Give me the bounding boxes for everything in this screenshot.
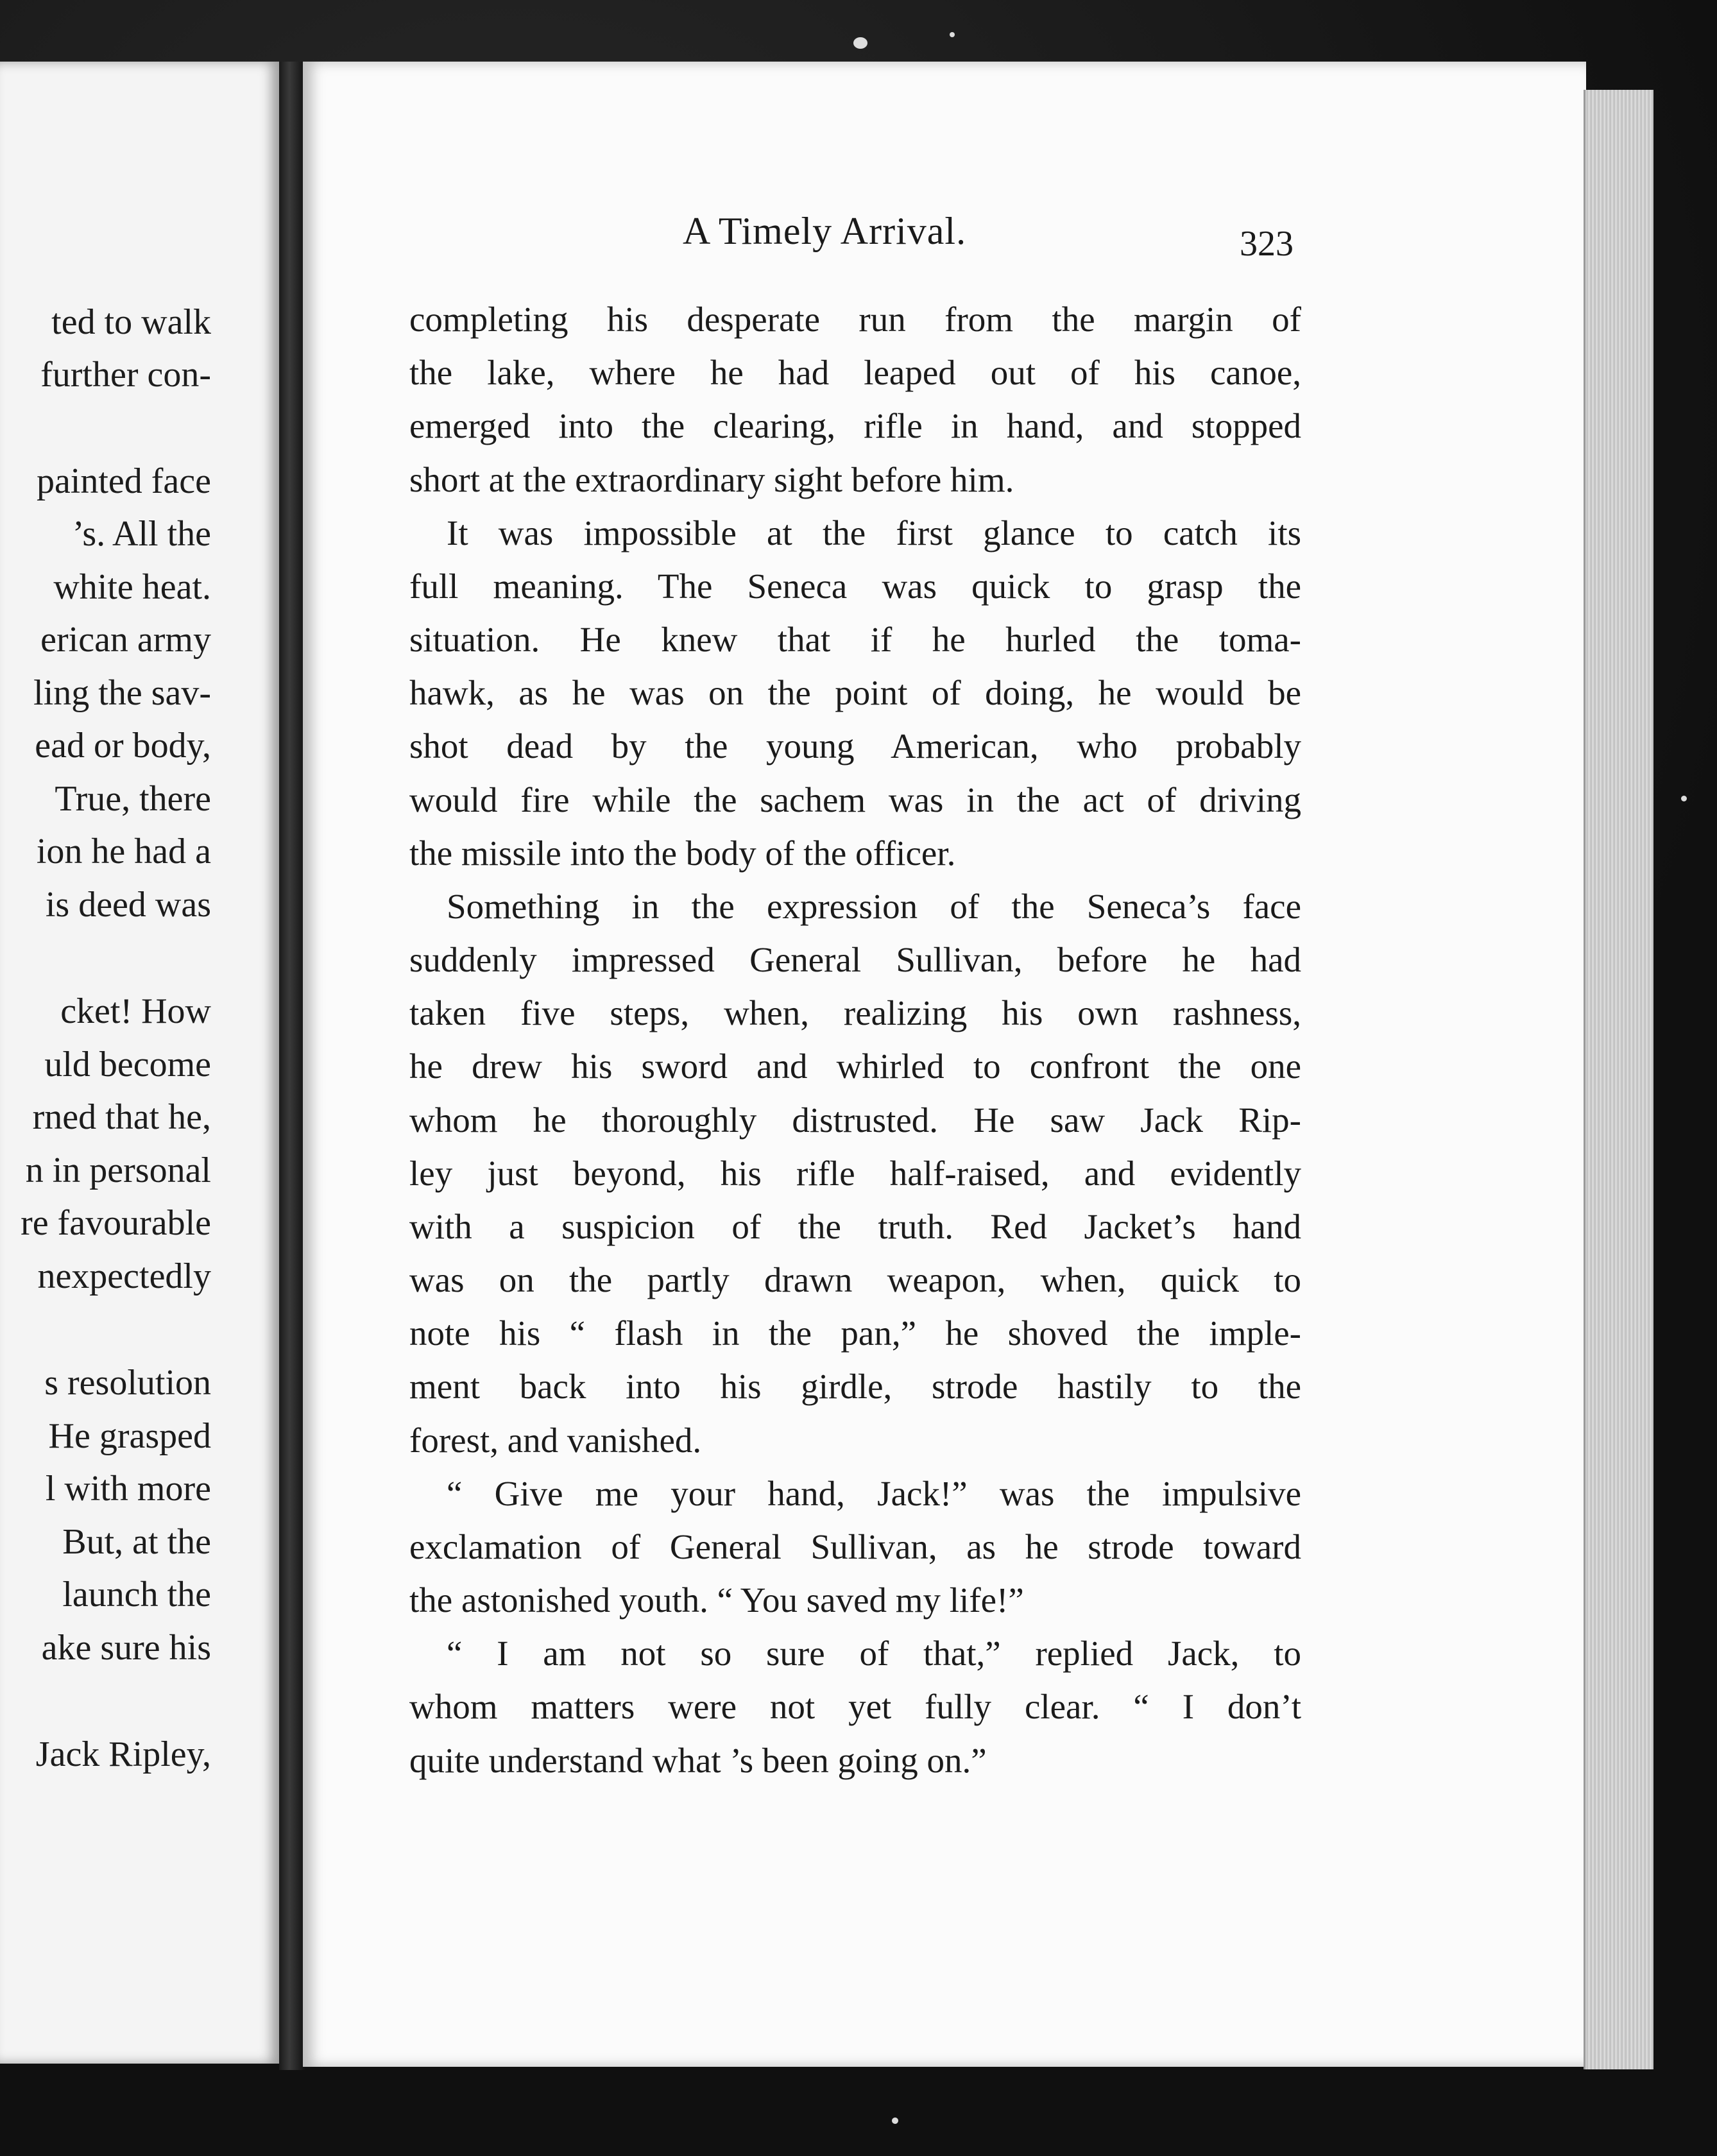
dust-speck xyxy=(1681,796,1687,801)
text-line: situation. He knew that if he hurled the toma- xyxy=(409,620,1301,659)
text-line: completing his desperate run from the margin of xyxy=(409,300,1301,339)
text-line: was on the partly drawn weapon, when, quick to xyxy=(409,1260,1301,1299)
left-page-line: nexpectedly xyxy=(37,1256,211,1296)
text-line: emerged into the clearing, rifle in hand, and stopped xyxy=(409,406,1301,445)
left-page-line: Jack Ripley, xyxy=(35,1734,211,1774)
left-page-line: ion he had a xyxy=(36,832,211,871)
text-line: ment back into his girdle, strode hastily to the xyxy=(409,1367,1301,1406)
left-page-line: further con- xyxy=(40,355,211,395)
text-line: quite understand what ’s been going on.” xyxy=(409,1741,987,1780)
text-line: the missile into the body of the officer. xyxy=(409,834,956,873)
facing-page-left xyxy=(0,62,279,2064)
text-line: shot dead by the young American, who probably xyxy=(409,726,1301,766)
left-page-line: He grasped xyxy=(48,1416,211,1456)
text-line: hawk, as he was on the point of doing, he would be xyxy=(409,673,1301,712)
text-line: Something in the expression of the Seneca’s face xyxy=(447,887,1301,926)
left-page-line: erican army xyxy=(40,620,211,660)
text-line: he drew his sword and whirled to confront the one xyxy=(409,1047,1301,1086)
left-page-line: n in personal xyxy=(25,1151,211,1190)
text-line: It was impossible at the first glance to catch its xyxy=(447,513,1301,552)
left-page-line: ake sure his xyxy=(41,1628,211,1668)
left-page-line: uld become xyxy=(44,1045,211,1084)
text-line: taken five steps, when, realizing his own rashness, xyxy=(409,993,1301,1032)
left-page-line: s resolution xyxy=(44,1363,211,1403)
text-line: “ I am not so sure of that,” replied Jack, to xyxy=(447,1634,1301,1673)
left-page-line: painted face xyxy=(36,461,211,501)
dust-speck xyxy=(892,2118,898,2124)
left-page-line: l with more xyxy=(45,1469,211,1509)
text-line: forest, and vanished. xyxy=(409,1421,702,1460)
text-line: exclamation of General Sullivan, as he strode toward xyxy=(409,1527,1301,1566)
text-line: the astonished youth. “ You saved my life!” xyxy=(409,1580,1024,1620)
left-page-line: is deed was xyxy=(45,885,211,925)
left-page-line: ’s. All the xyxy=(72,514,211,554)
page-number: 323 xyxy=(1240,224,1294,264)
left-page-line: ted to walk xyxy=(51,302,211,342)
book-gutter xyxy=(279,62,305,2070)
left-page-line: cket! How xyxy=(60,991,211,1031)
left-page-line: True, there xyxy=(55,779,211,819)
text-line: short at the extraordinary sight before him. xyxy=(409,460,1014,499)
page-edges xyxy=(1584,90,1653,2069)
left-page-line: rned that he, xyxy=(32,1097,211,1137)
text-line: the lake, where he had leaped out of his canoe, xyxy=(409,353,1301,392)
text-line: ley just beyond, his rifle half-raised, and evidently xyxy=(409,1154,1301,1193)
text-line: whom he thoroughly distrusted. He saw Jack Rip- xyxy=(409,1100,1301,1140)
left-page-line: ling the sav- xyxy=(33,673,211,713)
text-line: with a suspicion of the truth. Red Jacket’s hand xyxy=(409,1207,1301,1246)
left-page-line: But, at the xyxy=(62,1522,211,1562)
text-line: “ Give me your hand, Jack!” was the impulsive xyxy=(447,1474,1301,1513)
dust-speck xyxy=(950,32,955,37)
text-line: suddenly impressed General Sullivan, before he had xyxy=(409,940,1301,979)
text-line: full meaning. The Seneca was quick to grasp the xyxy=(409,567,1301,606)
dust-speck xyxy=(853,37,867,49)
left-page-line: ead or body, xyxy=(35,726,211,766)
left-page-line: white heat. xyxy=(53,567,211,607)
left-page-line: launch the xyxy=(62,1575,211,1614)
running-head: A Timely Arrival. xyxy=(683,210,967,252)
left-page-line: re favourable xyxy=(21,1203,211,1243)
text-line: note his “ flash in the pan,” he shoved the imple- xyxy=(409,1313,1301,1353)
text-line: whom matters were not yet fully clear. “ I don’t xyxy=(409,1687,1301,1726)
text-line: would fire while the sachem was in the act of driving xyxy=(409,780,1301,819)
